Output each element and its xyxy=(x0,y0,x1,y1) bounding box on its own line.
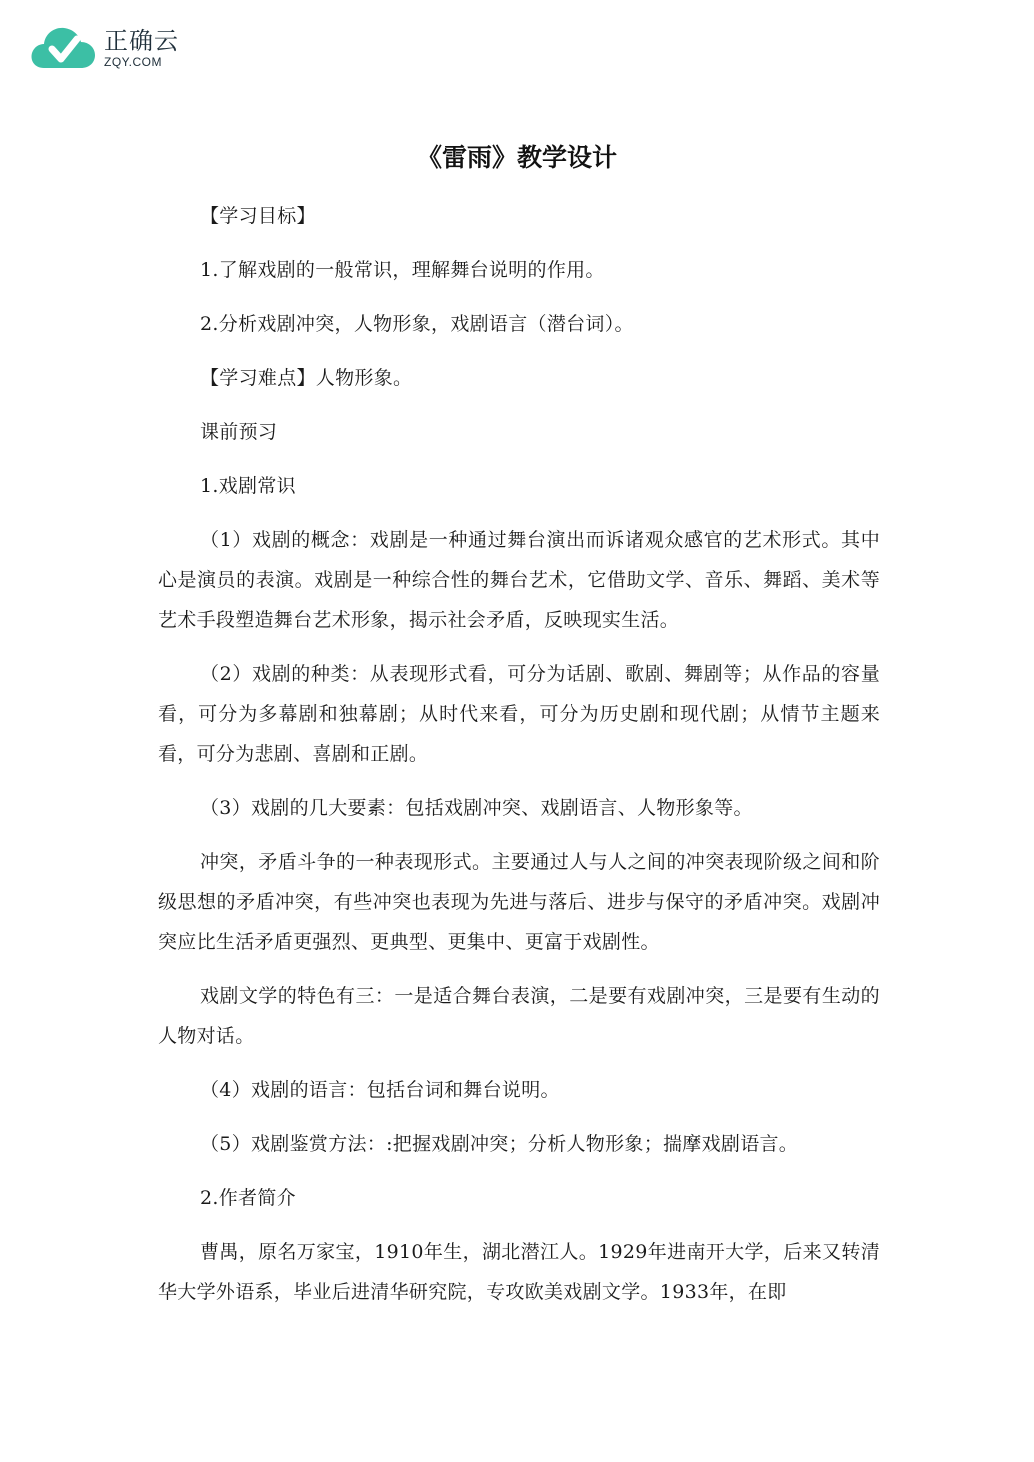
cloud-check-icon xyxy=(28,22,98,74)
logo-domain: ZQY.COM xyxy=(104,54,162,69)
paragraph-author-bio: 曹禺，原名万家宝，1910年生，湖北潜江人。1929年进南开大学，后来又转清华大学外语系，毕业后进清华研究院，专攻欧美戏剧文学。1933年，在即 xyxy=(158,1241,880,1303)
paragraph-author-heading: 2.作者简介 xyxy=(200,1187,296,1209)
document-body xyxy=(158,196,880,1326)
paragraph-preview-heading: 课前预习 xyxy=(200,421,278,443)
paragraph-objective-1: 1.了解戏剧的一般常识，理解舞台说明的作用。 xyxy=(200,259,605,281)
paragraph-drama-types: （2）戏剧的种类：从表现形式看，可分为话剧、歌剧、舞剧等；从作品的容量看，可分为多幕剧和独幕剧；从时代来看，可分为历史剧和现代剧；从情节主题来看，可分为悲剧、喜剧和正剧。 xyxy=(158,663,880,765)
paragraph-appreciation-method: （5）戏剧鉴赏方法：:把握戏剧冲突；分析人物形象；揣摩戏剧语言。 xyxy=(200,1133,799,1155)
document-title: 《雷雨》教学设计 xyxy=(416,143,617,172)
paragraph-drama-concept: （1）戏剧的概念：戏剧是一种通过舞台演出而诉诸观众感官的艺术形式。其中心是演员的表演。戏剧是一种综合性的舞台艺术，它借助文学、音乐、舞蹈、美术等艺术手段塑造舞台艺术形象，揭示社会矛盾，反映现实生活。 xyxy=(158,529,880,631)
paragraph-difficulty: 【学习难点】人物形象。 xyxy=(200,367,413,389)
paragraph-conflict: 冲突，矛盾斗争的一种表现形式。主要通过人与人之间的冲突表现阶级之间和阶级思想的矛盾冲突，有些冲突也表现为先进与落后、进步与保守的矛盾冲突。戏剧冲突应比生活矛盾更强烈、更典型、更集中、更富于戏剧性。 xyxy=(158,851,880,953)
brand-logo xyxy=(28,22,179,74)
logo-chinese-name: 正确云 xyxy=(104,26,179,55)
paragraph-drama-knowledge-heading: 1.戏剧常识 xyxy=(200,475,296,497)
paragraph-drama-language: （4）戏剧的语言：包括台词和舞台说明。 xyxy=(200,1079,560,1101)
paragraph-drama-elements: （3）戏剧的几大要素：包括戏剧冲突、戏剧语言、人物形象等。 xyxy=(200,797,753,819)
paragraph-objectives-heading: 【学习目标】 xyxy=(200,205,316,227)
paragraph-drama-features: 戏剧文学的特色有三：一是适合舞台表演，二是要有戏剧冲突，三是要有生动的人物对话。 xyxy=(158,985,880,1047)
paragraph-objective-2: 2.分析戏剧冲突，人物形象，戏剧语言（潜台词）。 xyxy=(200,313,634,335)
